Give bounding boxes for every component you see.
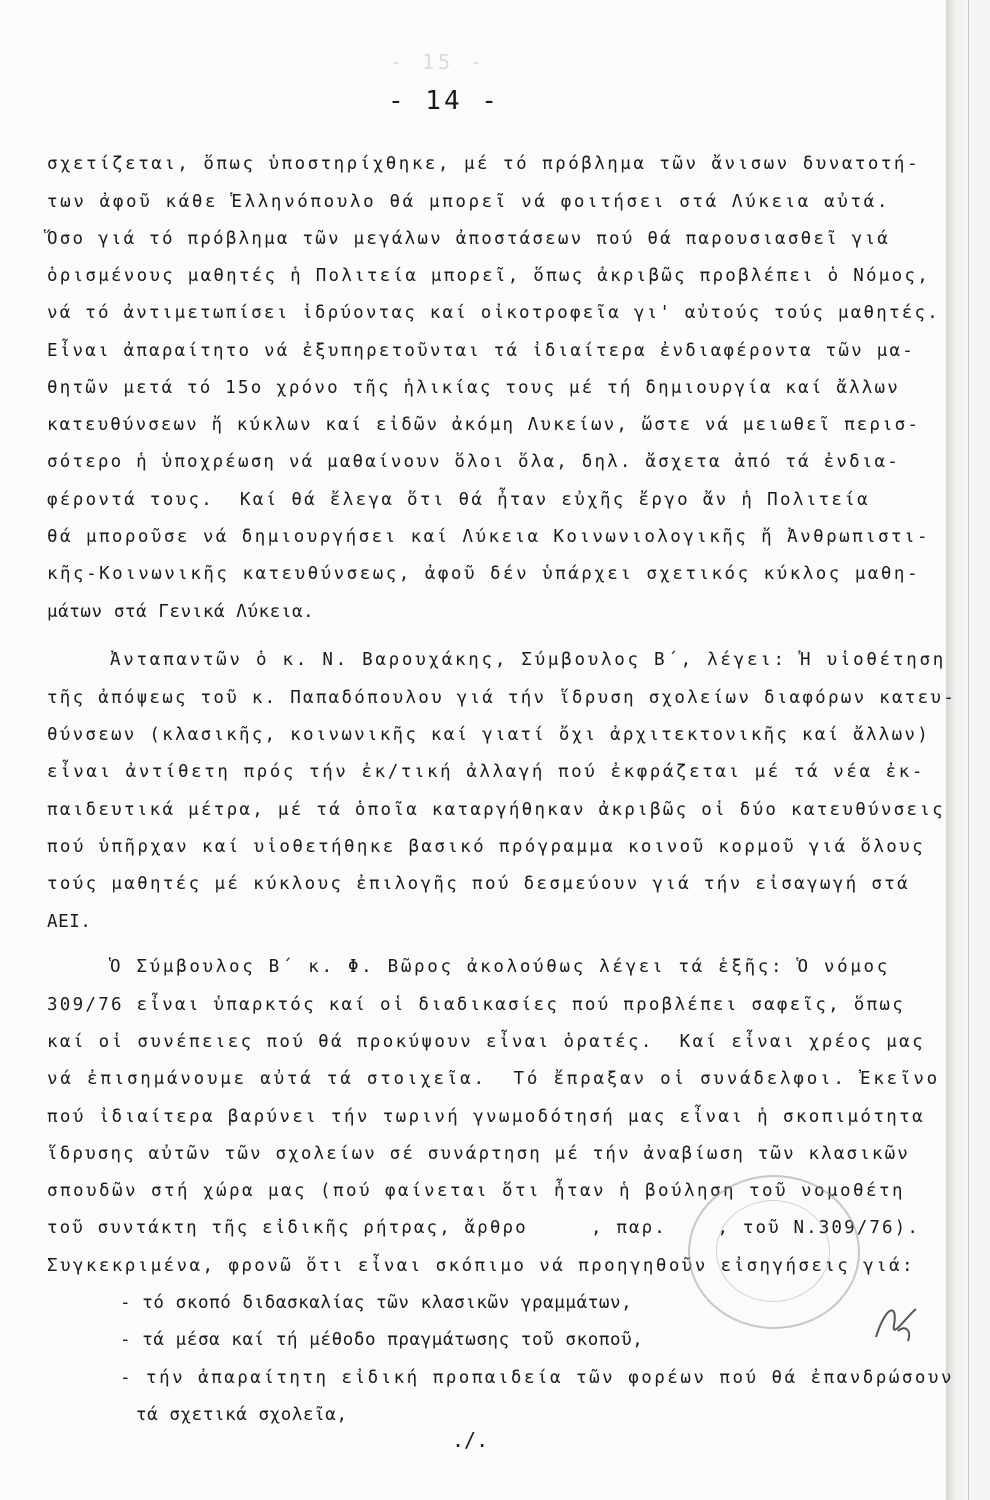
text-line: τά σχετικά σχολεῖα, — [136, 1405, 348, 1425]
text-line: πού ἰδιαίτερα βαρύνει τήν τωρινή γνωμοδότησή μας εἶναι ἡ σκοπιμότητα — [47, 1107, 925, 1127]
text-line: ὁρισμένους μαθητές ἡ Πολιτεία μπορεῖ, ὅπως ἀκριβῶς προβλέπει ὁ Νόμος, — [47, 266, 930, 286]
page-edge — [946, 0, 968, 1500]
text-line: φέροντά τους. Καί θά ἔλεγα ὅτι θά ἦταν εὐχῆς ἔργο ἄν ἡ Πολιτεία — [47, 490, 870, 510]
text-line: των ἀφοῦ κάθε Ἑλληνόπουλο θά μπορεῖ νά φοιτήσει στά Λύκεια αὐτά. — [47, 192, 890, 212]
official-stamp-inner-ring — [716, 1200, 830, 1302]
text-line: καί οἱ συνέπειες πού θά προκύψουν εἶναι ὁρατές. Καί εἶναι χρέος μας — [47, 1032, 925, 1052]
text-line: ἵδρυσης αὐτῶν τῶν σχολείων σέ συνάρτηση μέ τήν ἀναβίωση τῶν κλασικῶν — [47, 1144, 910, 1164]
text-line: κατευθύνσεων ἤ κύκλων καί εἰδῶν ἀκόμη Λυκείων, ὥστε νά μειωθεῖ περισ- — [47, 415, 920, 435]
text-line: τοῦ συντάκτη τῆς εἰδικῆς ρήτρας, ἄρθρο , παρ. , τοῦ Ν.309/76). — [47, 1218, 920, 1238]
text-line: σχετίζεται, ὅπως ὑποστηρίχθηκε, μέ τό πρόβλημα τῶν ἄνισων δυνατοτή- — [47, 154, 920, 174]
text-line: παιδευτικά μέτρα, μέ τά ὁποῖα καταργήθηκαν ἀκριβῶς οἱ δύο κατευθύνσεις — [47, 800, 945, 820]
text-line: νά ἐπισημάνουμε αὐτά τά στοιχεῖα. Τό ἔπραξαν οἱ συνάδελφοι. Ἐκεῖνο — [47, 1069, 940, 1089]
text-line: Εἶναι ἀπαραίτητο νά ἐξυπηρετοῦνται τά ἰδιαίτερα ἐνδιαφέροντα τῶν μα- — [47, 341, 915, 361]
text-line: θητῶν μετά τό 15ο χρόνο τῆς ἡλικίας τους μέ τή δημιουργία καί ἄλλων — [47, 378, 900, 398]
text-line: πού ὑπῆρχαν καί υἱοθετήθηκε βασικό πρόγραμμα κοινοῦ κορμοῦ γιά ὅλους — [47, 837, 925, 857]
text-line: Συγκεκριμένα, φρονῶ ὅτι εἶναι σκόπιμο νά προηγηθοῦν εἰσηγήσεις γιά: — [47, 1256, 915, 1276]
text-line: 309/76 εἶναι ὑπαρκτός καί οἱ διαδικασίες πού προβλέπει σαφεῖς, ὅπως — [47, 995, 905, 1015]
text-line: κῆς-Κοινωνικῆς κατευθύνσεως, ἀφοῦ δέν ὑπάρχει σχετικός κύκλος μαθη- — [47, 564, 920, 584]
text-line: θά μποροῦσε νά δημιουργήσει καί Λύκεια Κοινωνιολογικῆς ἤ Ἀνθρωπιστι- — [47, 527, 930, 547]
ghost-page-number: - 15 - — [390, 50, 487, 74]
signature-mark — [868, 1295, 928, 1355]
text-line: νά τό ἀντιμετωπίσει ἱδρύοντας καί οἰκοτροφεῖα γι' αὐτούς τούς μαθητές. — [47, 303, 940, 323]
list-item: - τήν ἀπαραίτητη εἰδική προπαιδεία τῶν φορέων πού θά ἐπανδρώσουν — [120, 1368, 954, 1388]
continuation-marker: ./. — [452, 1428, 489, 1452]
text-line: σπουδῶν στή χώρα μας (πού φαίνεται ὅτι ἦταν ἡ βούληση τοῦ νομοθέτη — [47, 1181, 905, 1201]
list-item: - τά μέσα καί τή μέθοδο πραγμάτωσης τοῦ σκοποῦ, — [120, 1330, 644, 1350]
text-line: ΑΕΙ. — [47, 912, 92, 932]
text-line: Ὁ Σύμβουλος Β΄ κ. Φ. Βῶρος ἀκολούθως λέγει τά ἑξῆς: Ὁ νόμος — [110, 957, 890, 977]
text-line: Ὅσο γιά τό πρόβλημα τῶν μεγάλων ἀποστάσεων πού θά παρουσιασθεῖ γιά — [47, 229, 890, 249]
text-line: μάτων στά Γενικά Λύκεια. — [47, 602, 315, 622]
text-line: θύνσεων (κλασικῆς, κοινωνικῆς καί γιατί ὄχι ἀρχιτεκτονικῆς καί ἄλλων) — [47, 725, 930, 745]
list-item: - τό σκοπό διδασκαλίας τῶν κλασικῶν γραμμάτων, — [120, 1293, 633, 1313]
text-line: τούς μαθητές μέ κύκλους ἐπιλογῆς πού δεσμεύουν γιά τήν εἰσαγωγή στά — [47, 874, 910, 894]
text-line: εἶναι ἀντίθετη πρός τήν ἐκ/τική ἀλλαγή πού ἐκφράζεται μέ τά νέα ἐκ- — [47, 762, 925, 782]
text-line: τῆς ἀπόψεως τοῦ κ. Παπαδόπουλου γιά τήν ἵδρυση σχολείων διαφόρων κατευ- — [47, 688, 956, 708]
text-line: σότερο ἡ ὑποχρέωση νά μαθαίνουν ὅλοι ὅλα, δηλ. ἄσχετα ἀπό τά ἐνδια- — [47, 452, 900, 472]
page-number: - 14 - — [388, 86, 500, 116]
text-line: Ἀνταπαντῶν ὁ κ. Ν. Βαρουχάκης, Σύμβουλος Β΄, λέγει: Ἡ υἱοθέτηση — [110, 650, 946, 670]
